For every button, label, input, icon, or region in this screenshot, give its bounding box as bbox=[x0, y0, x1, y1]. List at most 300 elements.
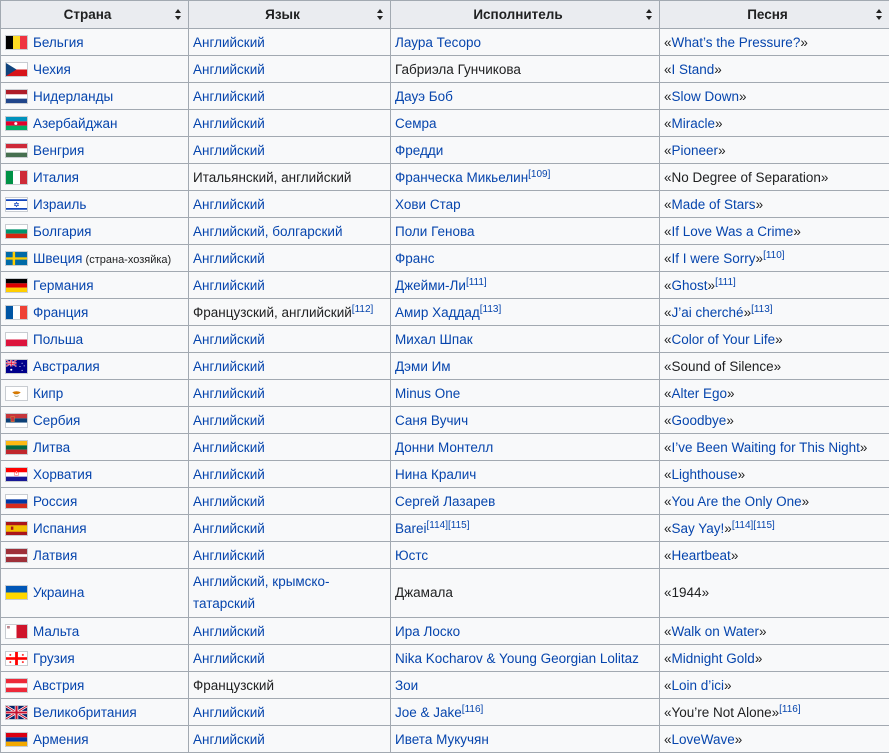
flag-hr-icon bbox=[5, 467, 28, 482]
header-song-label: Песня bbox=[747, 7, 788, 22]
cell-country bbox=[1, 515, 189, 542]
cell-language bbox=[189, 407, 391, 434]
language-text[interactable]: Английский bbox=[193, 142, 265, 158]
quote-open: « bbox=[664, 466, 672, 482]
sort-icon[interactable] bbox=[646, 9, 653, 20]
cell-artist bbox=[391, 353, 660, 380]
country-link[interactable]: Литва bbox=[33, 439, 71, 455]
cell-song bbox=[660, 407, 889, 434]
table-row bbox=[1, 218, 889, 245]
artist-text[interactable]: Саня Вучич bbox=[395, 412, 469, 428]
artist-text[interactable]: Дэми Им bbox=[395, 358, 451, 374]
cell-song bbox=[660, 83, 889, 110]
language-text[interactable]: Английский bbox=[193, 704, 265, 720]
artist-text[interactable]: Зои bbox=[395, 677, 419, 693]
quote-close: » bbox=[724, 520, 732, 536]
artist-text[interactable]: Семра bbox=[395, 115, 437, 131]
country-link[interactable]: Испания bbox=[33, 520, 87, 536]
citation-link[interactable]: [116] bbox=[461, 703, 484, 715]
cell-country bbox=[1, 699, 189, 726]
table-row bbox=[1, 434, 889, 461]
cell-song bbox=[660, 726, 889, 753]
table-row bbox=[1, 645, 889, 672]
cell-language bbox=[189, 29, 391, 56]
citation-link[interactable]: [114][115] bbox=[731, 519, 775, 531]
song-title: You’re Not Alone bbox=[671, 704, 772, 720]
quote-open: « bbox=[664, 358, 672, 374]
language-text: Французский bbox=[193, 677, 274, 693]
quote-open: « bbox=[664, 331, 672, 347]
cell-country bbox=[1, 110, 189, 137]
quote-open: « bbox=[664, 650, 672, 666]
citation-link[interactable]: [113] bbox=[751, 303, 773, 315]
cell-country bbox=[1, 83, 189, 110]
quote-open: « bbox=[664, 493, 672, 509]
flag-se-icon bbox=[5, 251, 28, 266]
song-title[interactable]: Made of Stars bbox=[671, 196, 756, 212]
cell-country bbox=[1, 569, 189, 618]
artist-text[interactable]: Франческа Микьелин bbox=[395, 169, 529, 185]
song-title[interactable]: J’ai cherché bbox=[671, 304, 744, 320]
country-link[interactable]: Швеция bbox=[33, 250, 83, 266]
song-title[interactable]: If I were Sorry bbox=[671, 250, 756, 266]
quote-close: » bbox=[759, 623, 767, 639]
header-artist-label: Исполнитель bbox=[473, 7, 563, 22]
country-link[interactable]: Латвия bbox=[33, 547, 78, 563]
cell-artist bbox=[391, 326, 660, 353]
cell-country bbox=[1, 434, 189, 461]
table-row bbox=[1, 353, 889, 380]
cell-country bbox=[1, 353, 189, 380]
language-text[interactable]: Английский bbox=[193, 623, 265, 639]
artist-text[interactable]: Хови Стар bbox=[395, 196, 461, 212]
cell-artist bbox=[391, 726, 660, 753]
flag-fr-icon bbox=[5, 305, 28, 320]
table-row bbox=[1, 137, 889, 164]
quote-close: » bbox=[707, 277, 716, 293]
cell-artist bbox=[391, 618, 660, 645]
cell-song bbox=[660, 569, 889, 618]
cell-song bbox=[660, 699, 889, 726]
song-title[interactable]: Lighthouse bbox=[671, 466, 738, 482]
quote-open: « bbox=[664, 196, 672, 212]
citation-link[interactable]: [114][115] bbox=[426, 519, 470, 531]
artist-text[interactable]: Франс bbox=[395, 250, 435, 266]
cell-artist bbox=[391, 110, 660, 137]
quote-close: » bbox=[775, 331, 783, 347]
cell-song bbox=[660, 326, 889, 353]
language-text[interactable]: Английский bbox=[193, 358, 265, 374]
quote-close: » bbox=[730, 547, 739, 563]
header-artist[interactable] bbox=[391, 1, 660, 29]
cell-language bbox=[189, 515, 391, 542]
song-title[interactable]: I’ve Been Waiting for This Night bbox=[671, 439, 860, 455]
cell-country bbox=[1, 164, 189, 191]
cell-country bbox=[1, 326, 189, 353]
quote-close: » bbox=[727, 385, 735, 401]
cell-language bbox=[189, 672, 391, 699]
cell-language bbox=[189, 191, 391, 218]
flag-gb-icon bbox=[5, 705, 28, 720]
cell-country bbox=[1, 56, 189, 83]
quote-open: « bbox=[664, 115, 672, 131]
language-text[interactable]: Английский bbox=[193, 520, 265, 536]
cell-artist bbox=[391, 191, 660, 218]
cell-song bbox=[660, 461, 889, 488]
quote-open: « bbox=[664, 304, 672, 320]
quote-close: » bbox=[715, 115, 723, 131]
flag-mt-icon bbox=[5, 624, 28, 639]
flag-ru-icon bbox=[5, 494, 28, 509]
cell-artist bbox=[391, 645, 660, 672]
cell-song bbox=[660, 272, 889, 299]
flag-cz-icon bbox=[5, 62, 28, 77]
header-song[interactable] bbox=[660, 1, 889, 29]
table-row bbox=[1, 326, 889, 353]
flag-pl-icon bbox=[5, 332, 28, 347]
language-text[interactable]: Английский, крымско-татарский bbox=[193, 574, 330, 611]
artist-text[interactable]: Фредди bbox=[395, 142, 444, 158]
song-title[interactable]: I Stand bbox=[671, 61, 715, 77]
country-link[interactable]: Мальта bbox=[33, 623, 80, 639]
artist-text[interactable]: Nika Kocharov & Young Georgian Lolitaz bbox=[395, 650, 639, 666]
language-text[interactable]: Английский, болгарский bbox=[193, 223, 343, 239]
country-link[interactable]: Бельгия bbox=[33, 34, 84, 50]
cell-language bbox=[189, 326, 391, 353]
cell-artist bbox=[391, 699, 660, 726]
citation-link[interactable]: [109] bbox=[528, 168, 551, 180]
quote-close: » bbox=[773, 358, 782, 374]
cell-song bbox=[660, 110, 889, 137]
cell-artist bbox=[391, 380, 660, 407]
cell-artist bbox=[391, 245, 660, 272]
cell-language bbox=[189, 380, 391, 407]
country-link[interactable]: Франция bbox=[33, 304, 89, 320]
table-row bbox=[1, 515, 889, 542]
language-text[interactable]: Английский bbox=[193, 88, 265, 104]
artist-text[interactable]: Minus One bbox=[395, 385, 461, 401]
artist-text[interactable]: Нина Кралич bbox=[395, 466, 477, 482]
cell-language bbox=[189, 488, 391, 515]
table-row bbox=[1, 488, 889, 515]
language-text: Итальянский, английский bbox=[193, 169, 352, 185]
country-link[interactable]: Хорватия bbox=[33, 466, 93, 482]
cell-language bbox=[189, 618, 391, 645]
table-row bbox=[1, 164, 889, 191]
cell-artist bbox=[391, 488, 660, 515]
cell-language bbox=[189, 542, 391, 569]
header-language[interactable] bbox=[189, 1, 391, 29]
cell-language bbox=[189, 699, 391, 726]
cell-country bbox=[1, 137, 189, 164]
cell-song bbox=[660, 618, 889, 645]
cell-song bbox=[660, 488, 889, 515]
table-body bbox=[1, 29, 889, 753]
cell-artist bbox=[391, 137, 660, 164]
country-link[interactable]: Россия bbox=[33, 493, 78, 509]
table-row bbox=[1, 407, 889, 434]
table-row bbox=[1, 461, 889, 488]
country-link[interactable]: Кипр bbox=[33, 385, 64, 401]
song-title[interactable]: Color of Your Life bbox=[671, 331, 776, 347]
quote-close: » bbox=[820, 169, 829, 185]
artist-text[interactable]: Поли Генова bbox=[395, 223, 475, 239]
country-link[interactable]: Азербайджан bbox=[33, 115, 118, 131]
cell-language bbox=[189, 569, 391, 618]
artist-text[interactable]: Joe & Jake bbox=[395, 704, 462, 720]
country-link[interactable]: Австрия bbox=[33, 677, 85, 693]
table-row bbox=[1, 245, 889, 272]
language-text[interactable]: Английский bbox=[193, 61, 265, 77]
song-title[interactable]: Pioneer bbox=[671, 142, 719, 158]
quote-open: « bbox=[664, 34, 672, 50]
cell-song bbox=[660, 542, 889, 569]
artist-text: Габриэла Гунчикова bbox=[395, 61, 521, 77]
header-country[interactable] bbox=[1, 1, 189, 29]
language-text[interactable]: Английский bbox=[193, 731, 265, 747]
artist-text[interactable]: Barei bbox=[395, 520, 427, 536]
language-text[interactable]: Английский bbox=[193, 385, 265, 401]
table-row bbox=[1, 110, 889, 137]
quote-close: » bbox=[734, 731, 743, 747]
quote-open: « bbox=[664, 61, 672, 77]
quote-open: « bbox=[664, 250, 672, 266]
cell-artist bbox=[391, 569, 660, 618]
cell-language bbox=[189, 83, 391, 110]
artist-text[interactable]: Дауэ Боб bbox=[395, 88, 453, 104]
quote-open: « bbox=[664, 623, 672, 639]
country-link[interactable]: Израиль bbox=[33, 196, 87, 212]
country-link[interactable]: Венгрия bbox=[33, 142, 85, 158]
cell-song bbox=[660, 29, 889, 56]
country-link[interactable]: Болгария bbox=[33, 223, 92, 239]
citation-link[interactable]: [111] bbox=[465, 276, 487, 288]
quote-open: « bbox=[664, 412, 672, 428]
table-row bbox=[1, 83, 889, 110]
table-row bbox=[1, 29, 889, 56]
language-text[interactable]: Английский bbox=[193, 115, 265, 131]
country-link[interactable]: Великобритания bbox=[33, 704, 137, 720]
quote-close: » bbox=[859, 439, 868, 455]
song-title[interactable]: LoveWave bbox=[671, 731, 735, 747]
language-text[interactable]: Английский bbox=[193, 250, 265, 266]
header-row bbox=[1, 1, 889, 29]
artist-text[interactable]: Михал Шпак bbox=[395, 331, 473, 347]
language-text[interactable]: Английский bbox=[193, 547, 265, 563]
table-row bbox=[1, 56, 889, 83]
country-link[interactable]: Чехия bbox=[33, 61, 71, 77]
artist-text[interactable]: Лаура Тесоро bbox=[395, 34, 482, 50]
country-link[interactable]: Австралия bbox=[33, 358, 100, 374]
cell-artist bbox=[391, 56, 660, 83]
artist-text: Джамала bbox=[395, 585, 453, 600]
song-title: Sound of Silence bbox=[671, 358, 774, 374]
quote-close: » bbox=[755, 250, 764, 266]
quote-close: » bbox=[771, 704, 780, 720]
song-title[interactable]: You Are the Only One bbox=[671, 493, 802, 509]
flag-ua-icon bbox=[5, 585, 28, 600]
quote-open: « bbox=[664, 547, 672, 563]
language-text[interactable]: Английский bbox=[193, 277, 265, 293]
cell-song bbox=[660, 137, 889, 164]
cell-country bbox=[1, 407, 189, 434]
sort-icon[interactable] bbox=[377, 9, 384, 20]
quote-open: « bbox=[664, 439, 672, 455]
language-text[interactable]: Английский bbox=[193, 439, 265, 455]
song-title: 1944 bbox=[671, 585, 702, 600]
quote-close: » bbox=[714, 61, 722, 77]
cell-language bbox=[189, 137, 391, 164]
artist-text[interactable]: Ира Лоско bbox=[395, 623, 461, 639]
quote-open: « bbox=[664, 385, 672, 401]
song-title[interactable]: Midnight Gold bbox=[671, 650, 755, 666]
cell-country bbox=[1, 299, 189, 326]
language-text[interactable]: Английский bbox=[193, 34, 265, 50]
cell-artist bbox=[391, 83, 660, 110]
artist-text[interactable]: Ивета Мукучян bbox=[395, 731, 489, 747]
table-row bbox=[1, 726, 889, 753]
quote-open: « bbox=[664, 169, 672, 185]
flag-az-icon bbox=[5, 116, 28, 131]
song-title[interactable]: Miracle bbox=[671, 115, 716, 131]
artist-text[interactable]: Юстс bbox=[395, 547, 429, 563]
country-link[interactable]: Италия bbox=[33, 169, 79, 185]
cell-language bbox=[189, 245, 391, 272]
cell-song bbox=[660, 299, 889, 326]
flag-lt-icon bbox=[5, 440, 28, 455]
country-link[interactable]: Украина bbox=[33, 585, 85, 600]
song-title[interactable]: Slow Down bbox=[671, 88, 740, 104]
country-link[interactable]: Германия bbox=[33, 277, 94, 293]
cell-country bbox=[1, 218, 189, 245]
language-text[interactable]: Английский bbox=[193, 331, 265, 347]
quote-open: « bbox=[664, 731, 672, 747]
cell-country bbox=[1, 645, 189, 672]
quote-close: » bbox=[739, 88, 747, 104]
cell-song bbox=[660, 672, 889, 699]
sort-icon[interactable] bbox=[175, 9, 182, 20]
header-country-label: Страна bbox=[63, 7, 112, 22]
cell-language bbox=[189, 272, 391, 299]
cell-song bbox=[660, 515, 889, 542]
song-title[interactable]: Loin d’ici bbox=[671, 677, 725, 693]
cell-artist bbox=[391, 164, 660, 191]
country-link[interactable]: Нидерланды bbox=[33, 88, 114, 104]
table-row bbox=[1, 542, 889, 569]
flag-ge-icon bbox=[5, 651, 28, 666]
country-link[interactable]: Грузия bbox=[33, 650, 75, 666]
language-text: Французский, английский bbox=[193, 304, 352, 320]
song-title[interactable]: Say Yay! bbox=[671, 520, 725, 536]
flag-au-icon bbox=[5, 359, 28, 374]
quote-open: « bbox=[664, 88, 672, 104]
sort-icon[interactable] bbox=[876, 9, 883, 20]
flag-lv-icon bbox=[5, 548, 28, 563]
song-title[interactable]: Goodbye bbox=[671, 412, 727, 428]
country-link[interactable]: Сербия bbox=[33, 412, 81, 428]
table-row bbox=[1, 299, 889, 326]
flag-nl-icon bbox=[5, 89, 28, 104]
cell-language bbox=[189, 461, 391, 488]
citation-link[interactable]: [113] bbox=[479, 303, 502, 315]
cell-language bbox=[189, 726, 391, 753]
cell-country bbox=[1, 380, 189, 407]
artist-text[interactable]: Сергей Лазарев bbox=[395, 493, 496, 509]
cell-country bbox=[1, 461, 189, 488]
language-text[interactable]: Английский bbox=[193, 196, 265, 212]
song-title[interactable]: What’s the Pressure? bbox=[671, 34, 801, 50]
cell-song bbox=[660, 164, 889, 191]
cell-language bbox=[189, 299, 391, 326]
cell-country bbox=[1, 488, 189, 515]
cell-song bbox=[660, 218, 889, 245]
cell-language bbox=[189, 110, 391, 137]
cell-artist bbox=[391, 672, 660, 699]
language-text[interactable]: Английский bbox=[193, 493, 265, 509]
cell-artist bbox=[391, 515, 660, 542]
song-title[interactable]: Ghost bbox=[671, 277, 708, 293]
header-language-label: Язык bbox=[265, 7, 300, 22]
song-title: No Degree of Separation bbox=[671, 169, 821, 185]
cell-language bbox=[189, 645, 391, 672]
artist-text[interactable]: Донни Монтелл bbox=[395, 439, 494, 455]
cell-song bbox=[660, 645, 889, 672]
flag-am-icon bbox=[5, 732, 28, 747]
flag-il-icon bbox=[5, 197, 28, 212]
cell-country bbox=[1, 272, 189, 299]
quote-open: « bbox=[664, 223, 672, 239]
song-title[interactable]: Walk on Water bbox=[671, 623, 760, 639]
cell-country bbox=[1, 618, 189, 645]
song-title[interactable]: If Love Was a Crime bbox=[671, 223, 794, 239]
country-link[interactable]: Польша bbox=[33, 331, 84, 347]
flag-rs-icon bbox=[5, 413, 28, 428]
cell-country bbox=[1, 542, 189, 569]
song-title[interactable]: Alter Ego bbox=[671, 385, 728, 401]
language-text[interactable]: Английский bbox=[193, 412, 265, 428]
flag-es-icon bbox=[5, 521, 28, 536]
cell-artist bbox=[391, 434, 660, 461]
language-text[interactable]: Английский bbox=[193, 466, 265, 482]
cell-artist bbox=[391, 407, 660, 434]
artist-text[interactable]: Джейми-Ли bbox=[395, 277, 466, 293]
cell-song bbox=[660, 191, 889, 218]
flag-it-icon bbox=[5, 170, 28, 185]
cell-song bbox=[660, 353, 889, 380]
artist-text[interactable]: Амир Хаддад bbox=[395, 304, 480, 320]
citation-link[interactable]: [112] bbox=[351, 303, 374, 315]
citation-link[interactable]: [110] bbox=[763, 249, 785, 261]
cell-artist bbox=[391, 299, 660, 326]
quote-close: » bbox=[724, 677, 732, 693]
quote-close: » bbox=[755, 196, 764, 212]
language-text[interactable]: Английский bbox=[193, 650, 265, 666]
flag-cy-icon bbox=[5, 386, 28, 401]
song-title[interactable]: Heartbeat bbox=[671, 547, 731, 563]
table-row bbox=[1, 380, 889, 407]
country-link[interactable]: Армения bbox=[33, 731, 89, 747]
citation-link[interactable]: [111] bbox=[715, 276, 736, 288]
table-row bbox=[1, 672, 889, 699]
cell-language bbox=[189, 218, 391, 245]
citation-link[interactable]: [116] bbox=[779, 703, 801, 715]
table-row bbox=[1, 699, 889, 726]
cell-country bbox=[1, 726, 189, 753]
quote-close: » bbox=[737, 466, 746, 482]
cell-artist bbox=[391, 218, 660, 245]
cell-song bbox=[660, 380, 889, 407]
quote-close: » bbox=[793, 223, 801, 239]
